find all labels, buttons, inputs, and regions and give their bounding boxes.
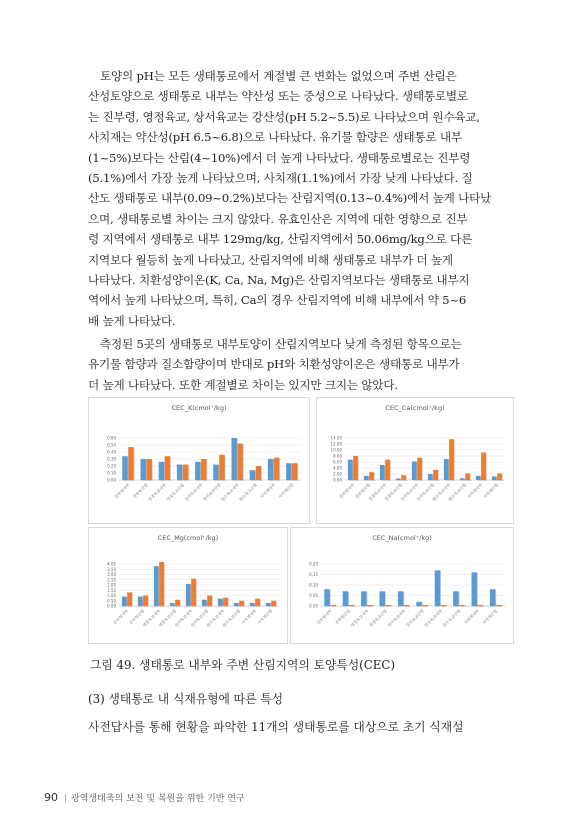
bar — [490, 589, 496, 606]
x-tick-label: 원수육교산림 — [447, 482, 468, 503]
y-tick-label: 8.00 — [333, 453, 342, 459]
y-tick-label: 0.00 — [107, 477, 116, 483]
bar — [122, 456, 127, 480]
bar — [146, 459, 151, 480]
y-tick-label: 10.00 — [330, 447, 342, 453]
y-tick-label: 0.15 — [309, 572, 318, 577]
x-tick-label: 진부령산림 — [354, 482, 372, 500]
bar — [367, 605, 373, 606]
x-tick-label: 영정육교내부 — [367, 482, 388, 503]
x-tick-label: 사치재산림 — [482, 482, 500, 500]
bar — [140, 459, 145, 480]
x-tick-label: 진부령내부 — [112, 608, 130, 626]
x-tick-label: 사치재내부 — [259, 482, 277, 500]
x-tick-label: 원수육교산림 — [441, 608, 462, 629]
bar — [271, 601, 276, 606]
bar — [223, 598, 228, 606]
bar — [177, 465, 182, 480]
bar — [385, 460, 390, 480]
x-tick-label: 진부령내부 — [338, 482, 356, 500]
x-tick-label: 상서육교내부 — [183, 482, 204, 503]
x-tick-label: 상서육교산림 — [404, 608, 425, 629]
x-tick-label: 원수육교내부 — [205, 608, 226, 629]
bar — [256, 466, 261, 480]
y-tick-label: 0.50 — [107, 598, 116, 604]
bar — [175, 600, 180, 606]
x-tick-label: 진부령내부 — [315, 608, 333, 626]
bar — [154, 566, 159, 606]
bar — [472, 572, 478, 606]
y-tick-label: 14.00 — [330, 435, 342, 441]
x-tick-label: 사치재산림 — [481, 608, 499, 626]
y-tick-label: 0.20 — [107, 463, 116, 469]
page-number: 90 — [44, 791, 58, 804]
page-footer — [44, 791, 245, 804]
bar — [460, 478, 465, 480]
bar — [433, 470, 438, 480]
bar — [364, 476, 369, 480]
x-tick-label: 영정육교내부 — [147, 482, 168, 503]
bar — [412, 461, 417, 480]
text-line: 산성토양으로 생태통로 내부는 약산성 또는 중성으로 나타났다. 생태통로별로 — [88, 89, 468, 104]
bar — [478, 605, 484, 606]
text-line: 토양의 pH는 모든 생태통로에서 계절별 큰 변화는 없었으며 주변 산림은 — [100, 69, 457, 83]
bar — [292, 463, 297, 480]
bar — [428, 474, 433, 480]
text-line: 더 높게 나타났다. 또한 계절별로 차이는 있지만 크지는 않았다. — [88, 377, 398, 392]
bar — [159, 462, 164, 480]
text-line: 측정된 5곳의 생태통로 내부토양이 산림지역보다 낮게 측정된 항목으로는 — [100, 337, 462, 351]
chart-title: CEC_Na(cmol⁺/kg) — [372, 534, 432, 542]
chart-cec-na — [290, 527, 514, 644]
bar — [170, 603, 175, 606]
chart-cec-k — [88, 397, 310, 524]
y-tick-label: 1.00 — [107, 593, 116, 598]
x-tick-label: 영정육교산림 — [165, 482, 186, 503]
x-tick-label: 영정육교산림 — [383, 482, 404, 503]
text-line: 지역보다 월등히 높게 나타났고, 산림지역에 비해 생태통로 내부가 더 높게 — [88, 252, 453, 267]
x-tick-label: 영정육교내부 — [349, 608, 370, 629]
bar — [444, 459, 449, 480]
y-tick-label: 2.00 — [107, 582, 116, 588]
bar — [492, 476, 497, 480]
bar — [219, 455, 224, 480]
x-tick-label: 상서육교산림 — [201, 482, 222, 503]
x-tick-label: 영정육교내부 — [141, 608, 162, 629]
text-line: 으며, 생태통로별 차이는 크지 않았다. 유효인산은 지역에 대한 영향으로 진부 — [88, 211, 468, 226]
bar — [459, 605, 465, 606]
bar — [476, 476, 481, 480]
y-tick-label: 3.00 — [107, 572, 116, 577]
bar — [453, 591, 459, 606]
bar — [213, 465, 218, 480]
x-tick-label: 원수육교내부 — [423, 608, 444, 629]
bar — [250, 470, 255, 480]
x-tick-label: 원수육교내부 — [219, 482, 240, 503]
figure-caption: 그림 49. 생태통로 내부와 주변 산림지역의 토양특성(CEC) — [90, 658, 396, 672]
y-tick-label: 4.00 — [107, 561, 116, 567]
x-tick-label: 상서육교산림 — [415, 482, 436, 503]
bar — [349, 605, 355, 606]
x-tick-label: 상서육교내부 — [173, 608, 194, 629]
chart-title: CEC_Ca(cmol⁺/kg) — [385, 404, 445, 412]
chart-title: CEC_Mg(cmol⁺/kg) — [157, 534, 219, 542]
y-tick-label: 3.50 — [107, 566, 116, 572]
y-tick-label: 0.60 — [107, 435, 116, 441]
y-tick-label: 2.50 — [107, 577, 116, 583]
bar — [496, 605, 502, 606]
bar — [239, 601, 244, 606]
x-tick-label: 사치재산림 — [277, 482, 295, 500]
bar — [330, 605, 336, 606]
bar — [165, 456, 170, 480]
bar — [398, 591, 404, 606]
body-paragraph-summary — [88, 334, 516, 395]
bar — [207, 596, 212, 607]
bar — [122, 597, 127, 606]
bar — [127, 592, 132, 606]
bar — [497, 473, 502, 480]
bar — [369, 472, 374, 480]
bar — [324, 589, 330, 606]
bar — [234, 603, 239, 606]
text-line: (5.1%)에서 가장 높게 나타났으며, 사치재(1.1%)에서 가장 낮게 나타났다. 질 — [88, 171, 473, 186]
bar — [274, 458, 279, 480]
x-tick-label: 영정육교산림 — [368, 608, 388, 629]
y-tick-label: 6.00 — [333, 459, 342, 465]
x-tick-label: 상서육교내부 — [386, 608, 407, 629]
y-tick-label: 0.10 — [309, 582, 318, 588]
bar — [353, 456, 358, 480]
y-tick-label: 0.00 — [107, 603, 116, 609]
x-tick-label: 상서육교산림 — [189, 608, 210, 629]
y-tick-label: 0.50 — [107, 442, 116, 448]
x-tick-label: 영정육교산림 — [157, 608, 178, 629]
text-line: 역에서 높게 나타났으며, 특히, Ca의 경우 산림지역에 비해 내부에서 약 5~6 — [88, 293, 467, 308]
chart-cec-mg — [88, 527, 288, 644]
bar — [422, 605, 428, 606]
bar — [361, 591, 367, 606]
x-tick-label: 원수육교산림 — [238, 482, 259, 503]
bar — [380, 591, 386, 606]
bar — [268, 459, 273, 480]
chart-cec-ca — [316, 397, 514, 524]
bar — [380, 465, 385, 480]
body-paragraph-soil-ph — [88, 66, 516, 331]
bar — [435, 570, 441, 606]
bar — [255, 599, 260, 606]
bar — [465, 473, 470, 480]
bar — [195, 462, 200, 480]
x-tick-label: 진부령내부 — [113, 482, 131, 500]
y-tick-label: 0.10 — [107, 470, 116, 476]
footer-title: 광역생태축의 보전 및 복원을 위한 기반 연구 — [71, 794, 245, 804]
bar — [286, 463, 291, 480]
text-line: 나타났다. 치환성양이온(K, Ca, Na, Mg)은 산림지역보다는 생태통로 내부지 — [88, 273, 470, 288]
bar — [231, 438, 236, 480]
bar — [159, 562, 164, 606]
y-tick-label: 0.20 — [309, 561, 318, 567]
x-tick-label: 진부령산림 — [333, 608, 352, 626]
bar — [201, 459, 206, 480]
x-tick-label: 진부령산림 — [128, 608, 146, 626]
text-line: 는 진부령, 영정육교, 상서육교는 강산성(pH 5.2~5.5)로 나타났으며 원수육교, — [88, 109, 480, 124]
bar — [417, 458, 422, 480]
bar — [250, 603, 255, 606]
y-tick-label: 4.00 — [333, 465, 342, 471]
bar — [218, 599, 223, 606]
x-tick-label: 사치재내부 — [462, 608, 480, 626]
bar — [266, 603, 271, 606]
x-tick-label: 사치재산림 — [256, 608, 274, 626]
footer-divider: | — [64, 794, 68, 804]
bar — [143, 596, 148, 607]
y-tick-label: 2.00 — [333, 471, 342, 477]
x-tick-label: 사치재내부 — [466, 482, 484, 500]
text-line: 령 지역에서 생태통로 내부 129mg/kg, 산림지역에서 50.06mg/kg으로 다른 — [88, 232, 473, 247]
bar — [186, 584, 191, 606]
bar — [202, 600, 207, 606]
bar — [416, 602, 422, 606]
bar — [191, 579, 196, 606]
bar — [343, 591, 349, 606]
y-tick-label: 0.05 — [309, 593, 318, 598]
x-tick-label: 사치재내부 — [240, 608, 258, 626]
bar — [401, 475, 406, 480]
bar — [138, 597, 143, 606]
text-line: 사치재는 약산성(pH 6.5~6.8)으로 나타났다. 유기물 함량은 생태통로 내부 — [88, 130, 462, 145]
bar — [183, 465, 188, 480]
bar — [128, 447, 133, 480]
text-line: 유기물 함량과 질소함량이며 반대로 pH와 치환성양이온은 생태통로 내부가 — [88, 357, 460, 372]
y-tick-label: 12.00 — [330, 441, 342, 447]
chart-title: CEC_K(cmol⁺/kg) — [171, 404, 227, 412]
y-tick-label: 0.40 — [107, 449, 116, 455]
bar — [449, 439, 454, 480]
bar — [348, 460, 353, 480]
text-line: 배 높게 나타났다. — [88, 313, 176, 328]
bar — [386, 605, 392, 606]
y-tick-label: 0.00 — [309, 603, 318, 609]
text-line: (1~5%)보다는 산림(4~10%)에서 더 높게 나타났다. 생태통로별로는 진부령 — [88, 150, 471, 165]
y-tick-label: 0.30 — [107, 456, 116, 462]
text-line: 산도 생태통로 내부(0.09~0.2%)보다는 산림지역(0.13~0.4%)에서 높게 나타났 — [88, 191, 492, 206]
y-tick-label: 0.00 — [333, 477, 342, 483]
x-tick-label: 상서육교내부 — [399, 482, 420, 503]
y-tick-label: 1.50 — [107, 587, 116, 593]
x-tick-label: 원수육교산림 — [221, 608, 242, 629]
body-paragraph-planting: 사전답사를 통해 현황을 파악한 11개의 생태통로를 대상으로 초기 식재설 — [88, 720, 464, 734]
section-subheading: (3) 생태통로 내 식재유형에 따른 특성 — [88, 692, 284, 706]
bar — [396, 479, 401, 481]
x-tick-label: 진부령산림 — [131, 482, 149, 500]
bar — [441, 605, 447, 606]
bar — [404, 605, 410, 606]
bar — [237, 444, 242, 480]
bar — [481, 452, 486, 480]
x-tick-label: 원수육교내부 — [431, 482, 452, 503]
